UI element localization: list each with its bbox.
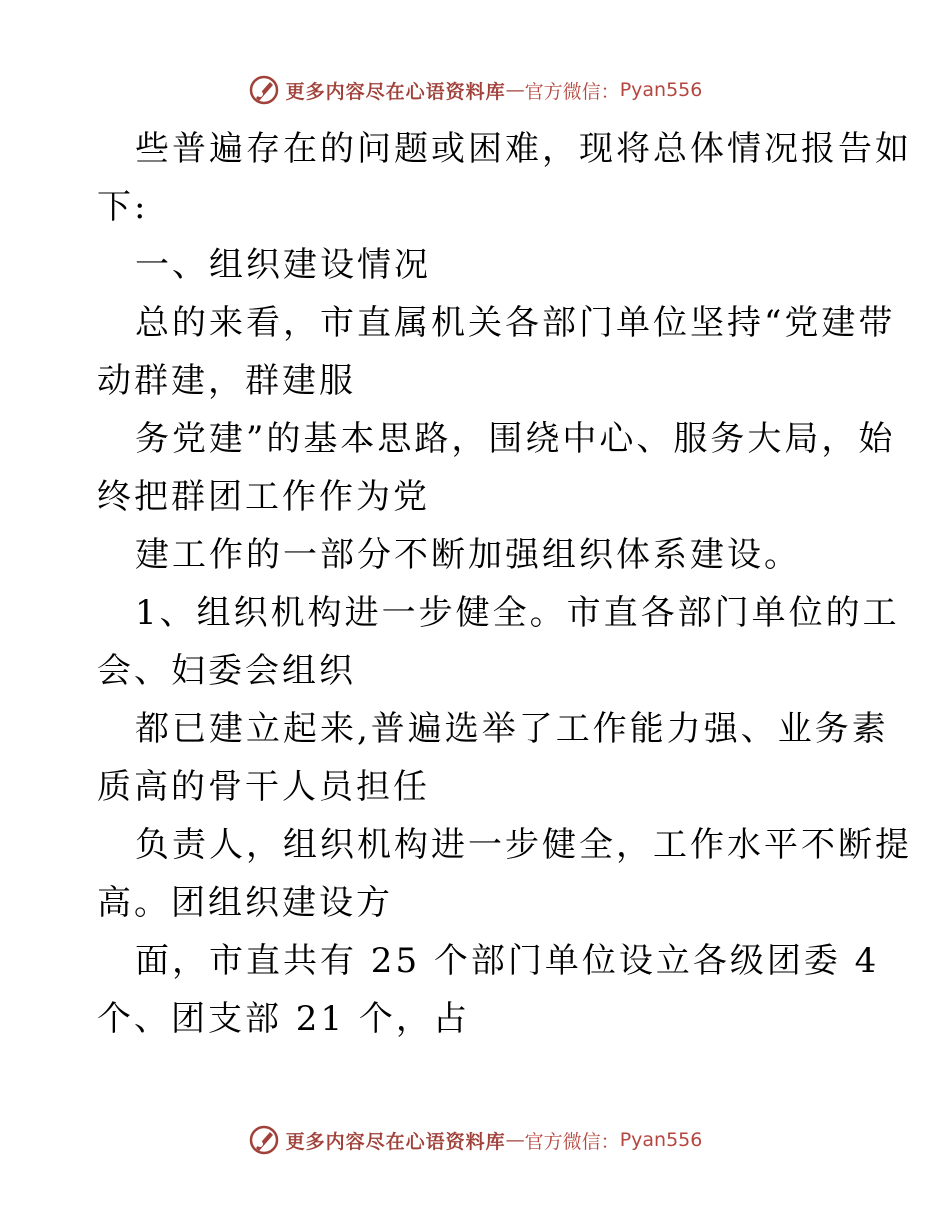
body-line-16: 个、团支部 21 个，占 — [97, 999, 470, 1039]
watermark-sub-text: 官方微信： — [524, 80, 620, 103]
body-line-5: 动群建，群建服 — [97, 361, 356, 401]
body-line-6: 务党建”的基本思路，围绕中心、服务大局，始 — [135, 419, 896, 459]
pen-logo-icon — [248, 1124, 280, 1156]
watermark-main-text: 更多内容尽在心语资料库 — [285, 80, 506, 103]
body-line-14: 高。团组织建设方 — [97, 883, 393, 923]
body-line-2: 下: — [97, 187, 149, 227]
body-line-13: 负责人，组织机构进一步健全，工作水平不断提 — [135, 825, 912, 865]
body-line-9: 1、组织机构进一步健全。市直各部门单位的工 — [135, 593, 900, 633]
body-line-10: 会、妇委会组织 — [97, 651, 356, 691]
body-line-7: 终把群团工作作为党 — [97, 477, 430, 517]
body-line-4: 总的来看，市直属机关各部门单位坚持“党建带 — [135, 303, 896, 343]
body-line-1: 些普遍存在的问题或困难，现将总体情况报告如 — [135, 129, 912, 169]
body-line-15: 面，市直共有 25 个部门单位设立各级团委 4 — [135, 941, 880, 981]
watermark-wechat-id: Pyan556 — [619, 1129, 703, 1151]
watermark-separator: — — [505, 79, 525, 101]
body-line-11: 都已建立起来,普遍选举了工作能力强、业务素 — [135, 709, 889, 749]
watermark-main-text: 更多内容尽在心语资料库 — [285, 1130, 506, 1153]
watermark-sub-text: 官方微信： — [524, 1130, 620, 1153]
pen-logo-icon — [248, 74, 280, 106]
section-heading: 一、组织建设情况 — [135, 245, 431, 285]
body-line-8: 建工作的一部分不断加强组织体系建设。 — [135, 535, 801, 575]
watermark-wechat-id: Pyan556 — [619, 79, 703, 101]
page-header-watermark — [0, 70, 950, 110]
body-line-12: 质高的骨干人员担任 — [97, 767, 430, 807]
page-footer-watermark — [0, 1120, 950, 1160]
watermark-separator: — — [505, 1129, 525, 1151]
